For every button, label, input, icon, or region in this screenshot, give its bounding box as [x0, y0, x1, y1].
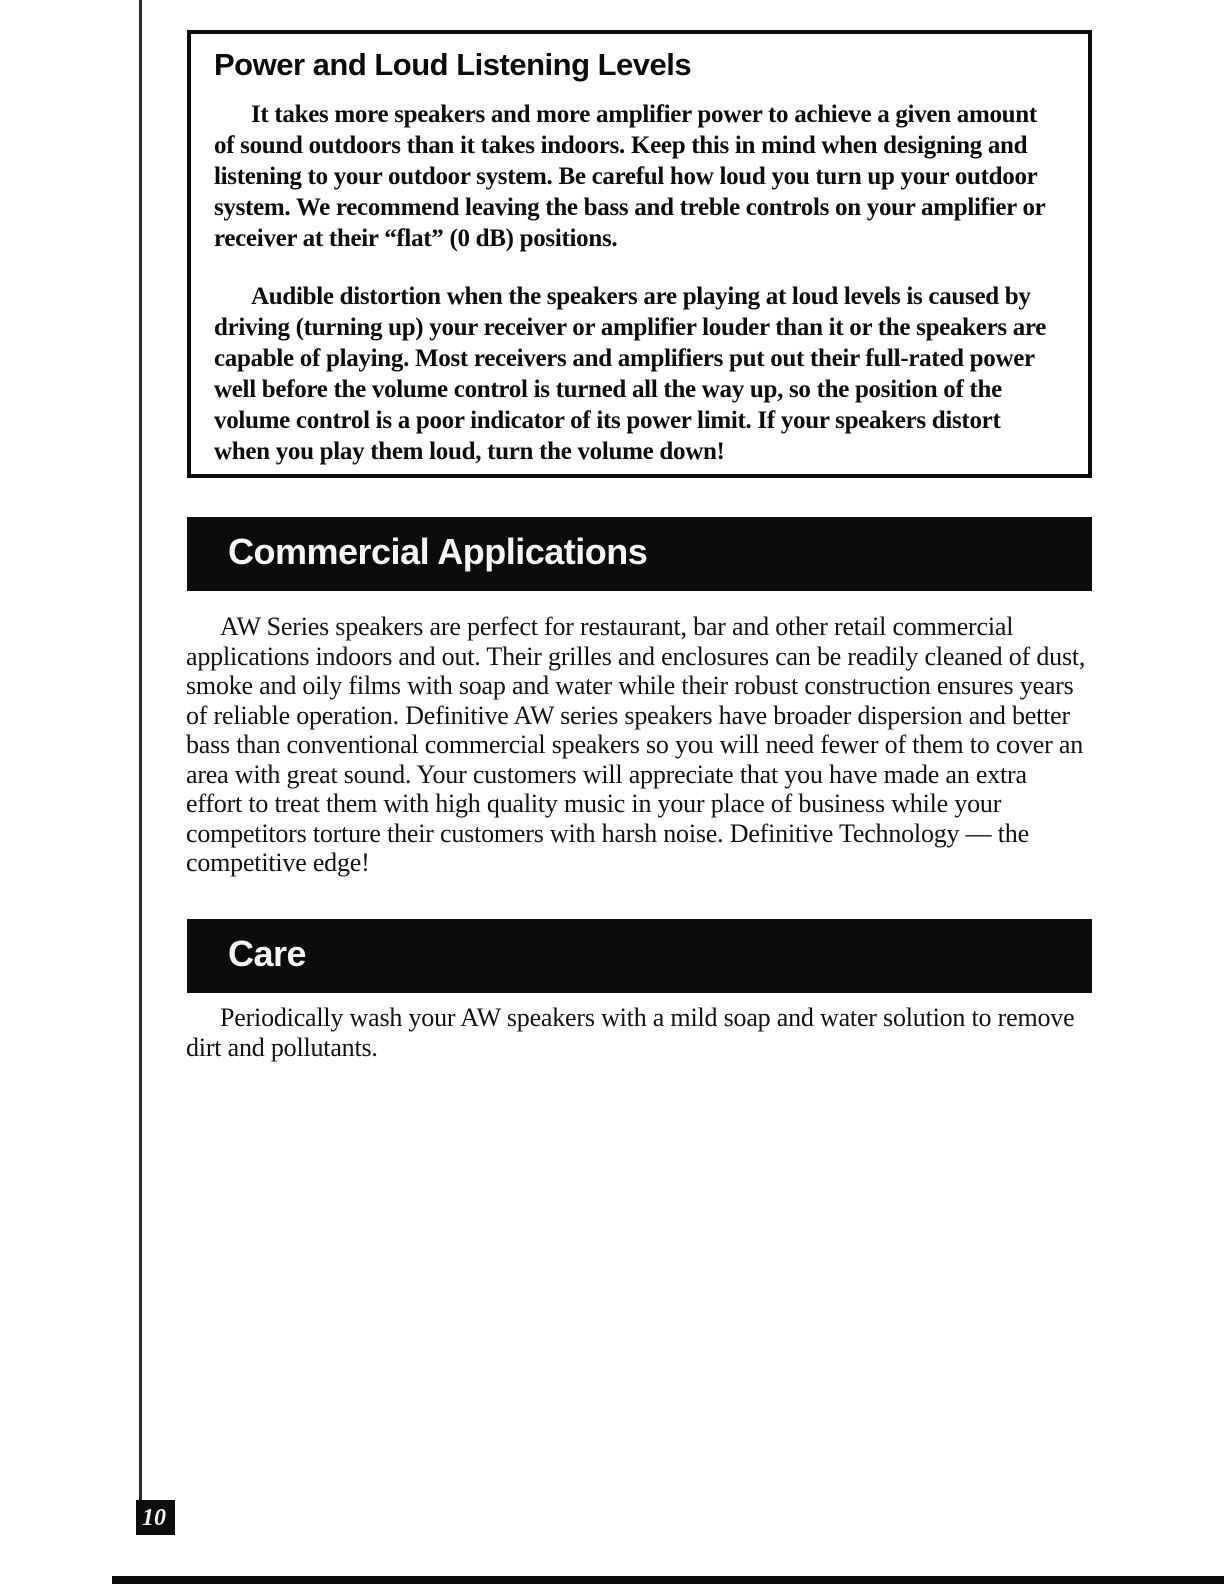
- care-heading: Care: [228, 933, 307, 974]
- page-edge-rule: [139, 0, 142, 1501]
- bottom-scan-edge: [112, 1576, 1224, 1584]
- commercial-applications-heading-banner: [187, 517, 1092, 591]
- care-paragraph: Periodically wash your AW speakers with a mild soap and water solution to remove dirt and pollutants.: [186, 1003, 1075, 1062]
- commercial-applications-paragraph: AW Series speakers are perfect for restaurant, bar and other retail commercial applications indoors and out. Their grilles and enclosures can be readily cleaned of dust, smoke and oily films with soap and water while their robust construction ensures years of reliable operation. Definitive AW series speakers have broader dispersion and better bass than conventional commercial speakers so you will need fewer of them to cover an area with great sound. Your customers will appreciate that you have made an extra effort to treat them with high quality music in your place of business while your competitors torture their customers with harsh noise. Definitive Technology — the competitive edge!: [186, 612, 1086, 877]
- commercial-applications-heading: Commercial Applications: [228, 531, 648, 572]
- power-box-title: Power and Loud Listening Levels: [214, 47, 692, 82]
- care-heading-banner: [187, 919, 1092, 993]
- power-box-paragraph-1: It takes more speakers and more amplifier power to achieve a given amount of sound outdoors than it takes indoors. Keep this in mind when designing and listening to your outdoor system. Be careful how loud you turn up your outdoor system. We recommend leaving the bass and treble controls on your amplifier or receiver at their “flat” (0 dB) positions.: [214, 101, 1045, 253]
- page-number-badge: [136, 1500, 175, 1535]
- power-box-paragraph-2: Audible distortion when the speakers are playing at loud levels is caused by driving (turning up) your receiver or amplifier louder than it or the speakers are capable of playing. Most receivers and amplifiers put out their full-rated power well before the volume control is turned all the way up, so the position of the volume control is a poor indicator of its power limit. If your speakers distort when you play them loud, turn the volume down!: [214, 283, 1047, 466]
- power-loud-listening-box: [187, 30, 1092, 478]
- page-number: 10: [142, 1504, 166, 1531]
